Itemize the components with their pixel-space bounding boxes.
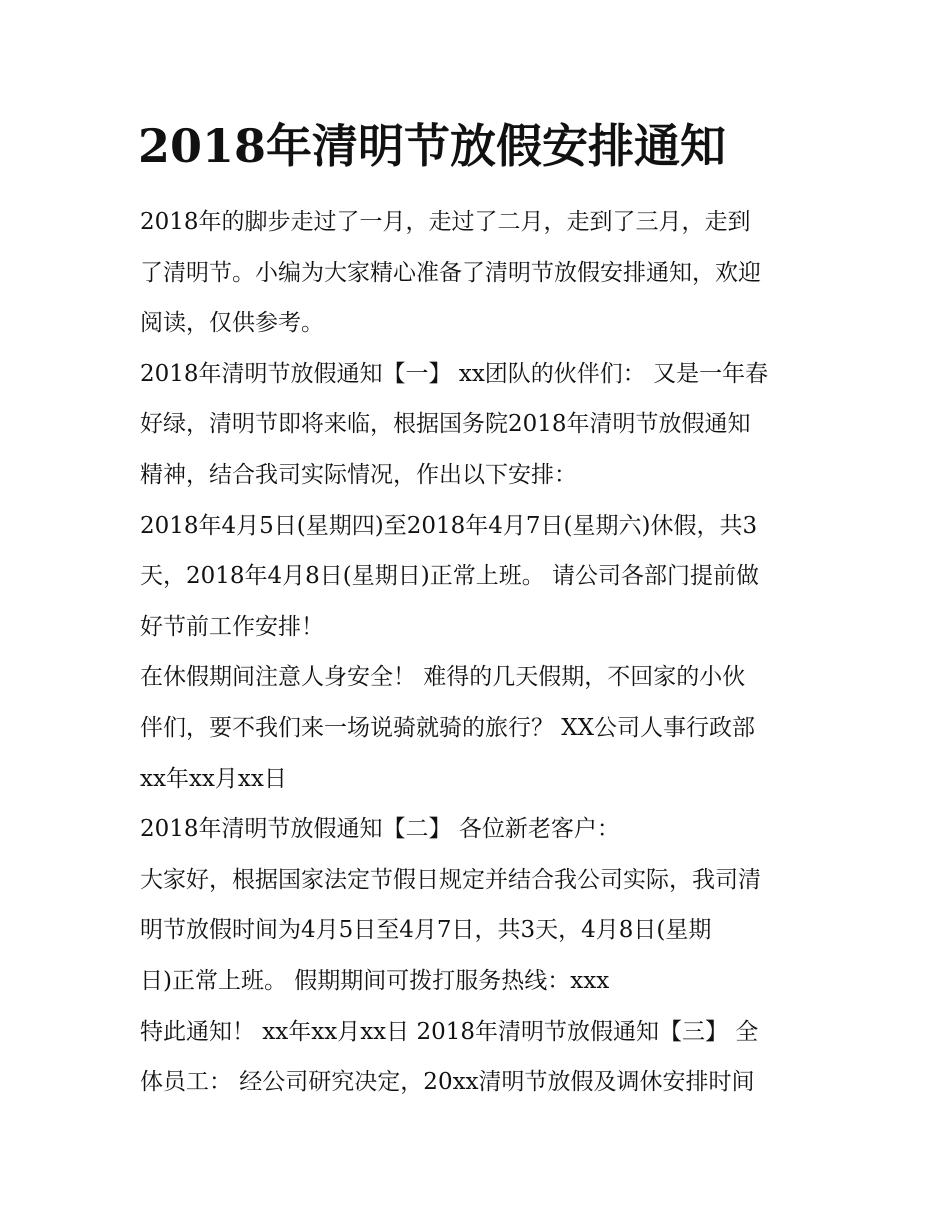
text-line: 2018年的脚步走过了一月，走过了二月，走到了三月，走到 <box>140 209 751 235</box>
text-line: 天，2018年4月8日(星期日)正常上班。 请公司各部门提前做 <box>140 563 760 590</box>
text-line: 日)正常上班。 假期期间可拨打服务热线：xxx <box>140 967 610 994</box>
text-line: xx年xx月xx日 <box>140 765 287 792</box>
text-line: 好绿，清明节即将来临，根据国务院2018年清明节放假通知 <box>140 411 751 438</box>
paragraph-notice-three <box>140 1007 830 1108</box>
text-line: 体员工： 经公司研究决定，20xx清明节放假及调休安排时间 <box>140 1069 755 1096</box>
text-line: 明节放假时间为4月5日至4月7日，共3天，4月8日(星期 <box>140 917 712 944</box>
document-title: 2018年清明节放假安排通知 <box>138 119 727 173</box>
paragraph-safety <box>140 652 830 804</box>
paragraph-notice-two-heading <box>140 804 830 855</box>
text-line: 2018年清明节放假通知【二】 各位新老客户： <box>140 816 620 843</box>
paragraph-intro <box>140 197 830 349</box>
text-line: 阅读，仅供参考。 <box>140 310 324 337</box>
text-line: 精神，结合我司实际情况，作出以下安排： <box>140 461 577 488</box>
text-line: 好节前工作安排！ <box>140 613 324 640</box>
text-line: 伴们，要不我们来一场说骑就骑的旅行？ XX公司人事行政部 <box>140 714 756 741</box>
text-line: 特此通知！ xx年xx月xx日 2018年清明节放假通知【三】 全 <box>140 1018 759 1045</box>
paragraph-customer-notice <box>140 855 830 1007</box>
text-line: 2018年4月5日(星期四)至2018年4月7日(星期六)休假，共3 <box>140 512 758 539</box>
paragraph-schedule <box>140 501 830 653</box>
text-line: 大家好，根据国家法定节假日规定并结合我公司实际，我司清 <box>140 866 761 893</box>
text-line: 2018年清明节放假通知【一】 xx团队的伙伴们： 又是一年春 <box>140 360 769 387</box>
text-line: 了清明节。小编为大家精心准备了清明节放假安排通知，欢迎 <box>140 259 761 286</box>
text-line: 在休假期间注意人身安全！ 难得的几天假期，不回家的小伙 <box>140 664 746 691</box>
paragraph-notice-one <box>140 349 830 501</box>
document-body <box>140 197 830 1108</box>
